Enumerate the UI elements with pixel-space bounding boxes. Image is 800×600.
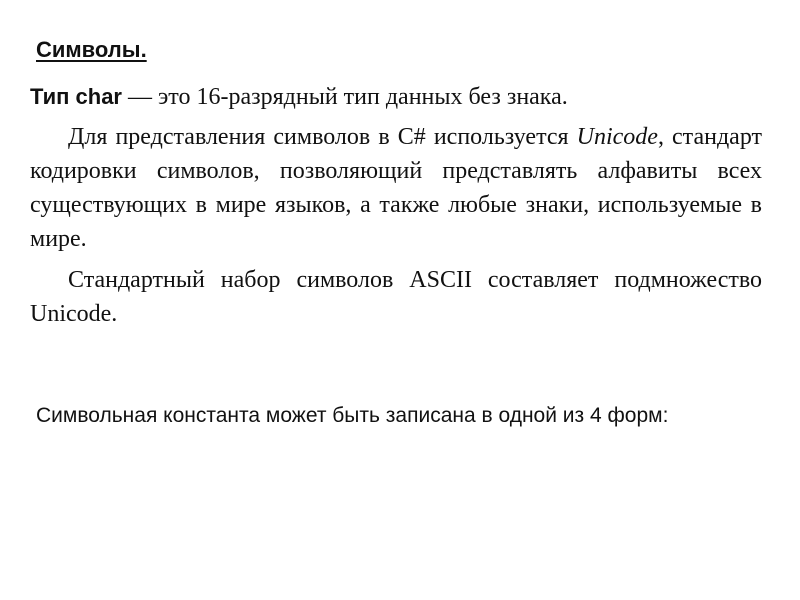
char-type-description: — это 16-разрядный тип данных без знака. <box>122 84 568 110</box>
char-type-definition <box>30 80 762 114</box>
unicode-paragraph-start: Для представления символов в С# используется <box>68 124 577 150</box>
character-constant-note: Символьная константа может быть записана в одной из 4 форм: <box>36 404 669 427</box>
slide-title: Символы. <box>36 37 147 62</box>
unicode-paragraph-end: , стандарт кодировки символов, позволяющий представлять алфавиты всех существующих в мире языков, а также любые знаки, используемые в мире. <box>30 124 762 252</box>
ascii-paragraph: Стандартный набор символов ASCII составляет подмножество Unicode. <box>30 267 762 327</box>
unicode-paragraph <box>30 120 762 256</box>
char-type-term: Тип char <box>30 84 122 109</box>
unicode-term: Unicode <box>576 124 658 150</box>
